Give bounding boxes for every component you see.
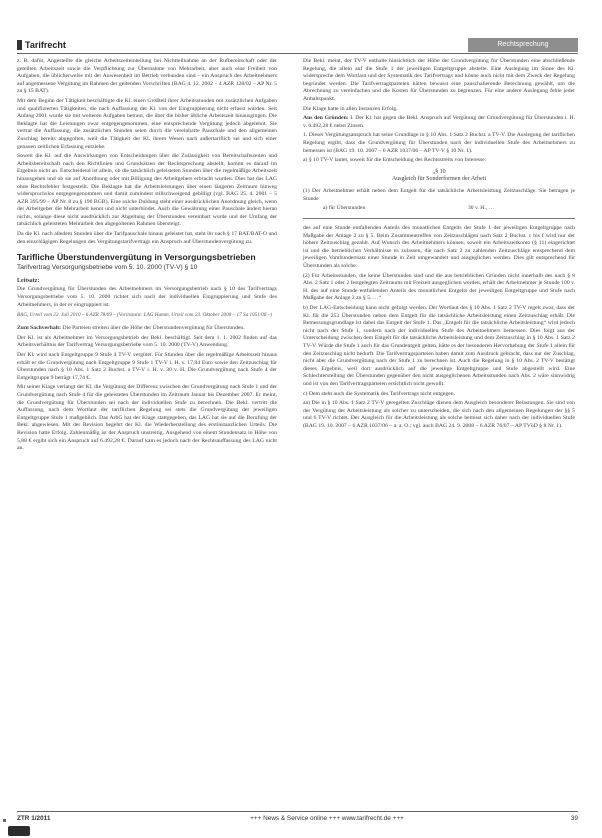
- header-section-title: Tarifrecht: [25, 40, 66, 50]
- header-category-tag: Rechtsprechung: [468, 38, 578, 52]
- journal-issue: ZTR 1/2011: [17, 815, 51, 822]
- paragraph-text: I. Der Kl. hat gegen die Bekl. Anspruch auf Vergütung der Grundvergütung für Überstunden i. H. v. 6.492,28 € nebst Zinsen.: [303, 115, 575, 129]
- gruende-heading: Aus den Gründen:: [303, 115, 349, 122]
- divider: [303, 218, 575, 219]
- page-number: 39: [570, 815, 578, 822]
- article-title: Tarifliche Überstundenvergütung in Versorgungsbetrieben: [17, 252, 256, 263]
- sachverhalt-heading: Zum Sachverhalt:: [17, 325, 62, 332]
- paragraph: des auf eine Stunde entfallenden Anteils des monatlichen Entgelts der Stufe 1 der jeweiligen Entgeltgruppe nach Maßgabe der Anlage 2 zu § 5. Beim Zusammentreffen von Zeitzuschlägen nach Satz 2 Buchst. c bis f wird nur der höhere Zeitzuschlag gezahlt. Auf Wunsch des Arbeitnehmers können, soweit ein Arbeitszeitkonto (§ 11) eingerichtet ist und die betrieblichen Verhältnisse es zulassen, die nach Satz 2 zu zahlenden Zeitzuschläge entsprechend dem jeweiligen Vomhundertsatz einer Stunde in Zeit umgewandelt und ausgeglichen werden. Dies gilt entsprechend für Überstunden als solche.: [303, 225, 575, 270]
- right-column: [303, 58, 575, 433]
- paragraph: Die Bekl. meint, der TV-V enthalte hinsichtlich der Höhe der Grundvergütung für Überstunden eine abschließende Regelung, die allein auf die Stufe 1 der jeweiligen Entgeltgruppe abstelle. Eine Auslegung im Sinne des Kl. widerspreche dem Wortlaut und der Systematik des Tarifvertrags und könne auch nicht mit dem Zweck der Regelung begründet werden. Die Tarifvertragsparteien hätten bewusst eine pauschalierende Berechnung gewählt, um die Abrechnung zu vereinfachen und die Kosten für Überstunden zu begrenzen. Für eine andere Auslegung fehle jeder Anhaltspunkt.: [303, 58, 575, 102]
- leitsatz-heading: Leitsatz:: [17, 277, 40, 284]
- leitsatz-text: Die Grundvergütung für Überstunden des Arbeitnehmers im Versorgungsbetrieb nach § 10 des Tarifvertrags Versorgungsbetriebe vom 5. 10. 2000 richtet sich nach der individuellen Eingruppierung und Stufe des Arbeitnehmers, in der er eingruppiert ist.: [17, 286, 277, 308]
- paragraph: Der Kl. ist als Arbeitnehmer im Versorgungsbetrieb der Bekl. beschäftigt. Seit dem 1. 1. 2002 finden auf das Arbeitsverhältnis der Tarifvertrag Versorgungsbetriebe vom 5. 10. 2000 (TV-V) Anwendung.: [17, 334, 277, 349]
- page-footer: [17, 815, 578, 825]
- paragraph: z. B. dafür, Angestellte die gleiche Arbeitszeiteinteilung bei Nichtteilnahme an der Rufbereitschaft oder der geteilten Arbeitszeit sowie die Verpflichtung zur Übernahme von Mehrarbeit, aber auch eine Freiheit von Aufgaben, die üblicherweise mit der Anwesenheit im Betrieb verbunden sind – ein Anspruch des Arbeitnehmers auf angemessene Vergütung im Rahmen der geltenden Vorschriften (BAG 4. 12. 2002 – 4 AZR 128/02 – AP Nr. 5 zu § 15 BAT).: [17, 58, 277, 95]
- scan-corner-tab: [8, 826, 30, 836]
- paragraph: b) Der LAG-Entscheidung kann nicht gefolgt werden. Der Wortlaut des § 10 Abs. 1 Satz 2 TV-V regelt zwar, dass der Kl. für die 253 Überstunden neben dem Entgelt für die tatsächliche Arbeitsleistung einen Zeitzuschlag erhält. Die Bemessungsgrundlage ist dabei das Entgelt der Stufe 1. Das „Entgelt für die tatsächliche Arbeitsleistung“ wird jedoch nicht nach der Stufe 1, sondern nach der individuellen Stufe des Arbeitnehmers bemessen. Dies folgt aus der Unterscheidung zwischen dem Entgelt für die tatsächliche Arbeitsleistung und dem Zeitzuschlag in § 10 Abs. 1 Satz 2 TV-V. Würde die Stufe 1 auch für das Grundentgelt gelten, hätte es der besonderen Hervorhebung der Stufe 1 allein für den Zeitzuschlag nicht bedurft. Die Tarifvertragsparteien haben damit zum Ausdruck gebracht, dass nur der Zuschlag, nicht aber die Grundvergütung nach der Stufe 1 zu berechnen ist. Auch die Regelung in § 10 Abs. 2 TV-V bestätigt dieses Ergebnis, weil dort ausdrücklich auf die jeweilige Entgeltgruppe und Stufe abgestellt wird. Eine Schlechterstellung der Überstunden gegenüber den nicht ausgeglichenen Arbeitsstunden nach Abs. 2 wäre sinnwidrig und ist von den Tarifvertragsparteien ersichtlich nicht gewollt.: [303, 305, 575, 387]
- paragraph: [303, 115, 575, 130]
- footer-link[interactable]: +++ News & Service online +++ www.tarifrecht.de +++: [250, 815, 404, 822]
- scan-mark: [3, 819, 6, 822]
- paragraph: c) Dem steht auch die Systematik des Tarifvertrags nicht entgegen.: [303, 390, 456, 397]
- article-subtitle: Tarifvertrag Versorgungsbetriebe vom 5. 10. 2000 (TV-V) § 10: [17, 264, 198, 272]
- paragraph: Da die Kl. nach alledem Stunden über die Tarifpauschale hinaus geleistet hat, steht ihr nach § 17 BAT/BAT-O und den einschlägigen Regelungen des Vergütungstarifvertrags ein Anspruch auf Überstundenvergütung zu.: [17, 231, 277, 245]
- rate-value: 30 v. H., …: [468, 205, 495, 212]
- quoted-section-title: Ausgleich für Sonderformen der Arbeit: [391, 176, 487, 183]
- paragraph: (1) Der Arbeitnehmer erhält neben dem Entgelt für die tatsächliche Arbeitsleistung Zeitzuschläge. Sie betragen je Stunde: [303, 187, 575, 202]
- paragraph: aa) Die in § 10 Abs. 1 Satz 2 TV-V geregelten Zuschläge dienen dem Ausgleich besonderer Belastungen. Sie sind von der Vergütung der Arbeitsleistung als solcher zu unterscheiden, die sich nach den allgemeinen Regelungen der §§ 5 und 6 TV-V richtet. Der Ausgleich für die Arbeitsleistung als solche bemisst sich daher nach der individuellen Stufe (BAG 19. 10. 2007 – 6 AZR 1037/06 – a. a. O.; vgl. auch BAG 24. 9. 2008 – 6 AZR 76/07 – AP TVöD § 8 Nr. 1).: [303, 400, 575, 429]
- paragraph: Soweit die Kl. auf die Auswirkungen von Entscheidungen über die Zulässigkeit von Bereitschaftszeiten und Arbeitsbereitschaft nach den Richtlinien und Grundsätzen der Rechtsprechung abstellt, kommt es darauf im Ergebnis nicht an. Entscheidend ist allein, ob die tatsächlich geleisteten Stunden über die regelmäßige Arbeitszeit hinausgehen und ob sie auf Anordnung oder mit Billigung des Arbeitgebers erbracht wurden. Dies hat das LAG ohne Rechtsfehler festgestellt. Die Beklagte hat die Arbeitsleistungen über einen längeren Zeitraum hinweg widerspruchslos entgegengenommen und damit zumindest stillschweigend gebilligt (vgl. BAG 25. 4. 2001 – 5 AZR 395/99 – AP Nr. 8 zu § 196 BGB). Eine solche Duldung steht einer ausdrücklichen Anordnung gleich, wenn der Arbeitgeber die Mehrarbeit kennt und nicht unterbindet. Auch die Gewährung einer Pauschale ändert hieran nichts, solange diese nicht ausdrücklich zur Abgeltung der Überstunden vereinbart wurde und der Umfang der tatsächlich geleisteten Mehrarbeit den abgegoltenen Rahmen übersteigt.: [17, 153, 277, 228]
- rate-row: [303, 205, 575, 214]
- paragraph: (2) Für Arbeitsstunden, die keine Überstunden sind und die aus betrieblichen Gründen nicht innerhalb des nach § 8 Abs. 2 Satz 1 oder 2 festgelegten Zeitraums mit Freizeit ausgeglichen werden, erhält der Arbeitnehmer je Stunde 100 v. H. des auf eine Stunde entfallenden Anteils des monatlichen Entgelts der jeweiligen Entgeltgruppe und Stufe nach Maßgabe der Anlage 2 zu § 5. …“: [303, 272, 575, 302]
- header-marker: [17, 40, 22, 50]
- footer-rule: [17, 811, 578, 812]
- paragraph: Mit seiner Klage verlangt der Kl. die Vergütung der Differenz zwischen der Grundvergütung nach Stufe 1 und der Grundvergütung nach Stufe 4 für die geleisteten Überstunden im Zeitraum Januar bis Dezember 2007. Er meint, die Grundvergütung für Überstunden sei nach der individuellen Stufe zu berechnen. Die Bekl. vertritt die Auffassung, nach dem Wortlaut der tariflichen Regelung sei stets die Grundvergütung der jeweiligen Entgeltgruppe Stufe 1 maßgeblich. Das ArbG hat der Klage stattgegeben, das LAG hat sie auf die Berufung der Bekl. abgewiesen. Mit der Revision begehrt der Kl. die Wiederherstellung des erstinstanzlichen Urteils. Die Revision hatte Erfolg. Zahlenmäßig ist der Anspruch unstreitig. Ausgehend von einem Stundensatz in Höhe von 5,88 € ergibt sich ein Anspruch auf 6.492,28 €. Darauf kam es jedoch nach der Rechtsauffassung des LAG nicht an.: [17, 384, 277, 452]
- page-header: [17, 38, 578, 52]
- paragraph: [17, 325, 277, 333]
- rate-label: a) für Überstunden: [323, 205, 366, 212]
- paragraph: 1. Dieser Vergütungsanspruch hat seine Grundlage in § 10 Abs. 1 Satz 2 Buchst. a TV-V. Die Auslegung der tariflichen Regelung ergibt, dass die Grundvergütung für Überstunden nach der individuellen Stufe des Arbeitnehmers zu bemessen ist (BAG 19. 10. 2007 – 6 AZR 1037/06 – AP TV-V § 10 Nr. 1).: [303, 132, 575, 154]
- paragraph: Der Kl. wird nach Entgeltgruppe 9 Stufe 4 TV-V vergütet. Für Stunden über die regelmäßige Arbeitszeit hinaus erhält er die Grundvergütung nach Entgeltgruppe 9 Stufe 1 TV-V i. H. v. 17,84 Euro sowie den Zeitzuschlag für Überstunden nach § 10 Abs. 1 Satz 2 Buchst. a TV-V i. H. v. 30 v. H. Die Grundvergütung nach Stufe 4 der Entgeltgruppe 9 beträgt 17,74 €.: [17, 352, 277, 381]
- left-column: [17, 58, 277, 455]
- paragraph-text: Die Parteien streiten über die Höhe der Überstundenvergütung für Überstunden.: [61, 325, 245, 332]
- paragraph: Mit dem Beginn der Tätigkeit beschäftigte die Kl. einen Großteil ihrer Arbeitsstunden mit zusätzlichen Aufgaben und qualifizierten Tätigkeiten, die nach Auffassung der Kl. von der Eingruppierung nicht erfasst wurden. Seit Anfang 2001 wurde sie mit weiteren Aufgaben betraut, die über die bisher übliche Arbeitszeit hinausgingen. Die Beklagte hat die Leistungen zwar entgegengenommen, eine entsprechende Vergütung jedoch abgelehnt. Sie vertrat die Auffassung, die zusätzlichen Stunden seien durch die vereinbarte Pauschale und den allgemeinen Zuschlag bereits abgegolten, weil die Tätigkeit der Kl. ihrem Wesen nach außertariflich sei und sich einer genauen zeitlichen Erfassung entziehe.: [17, 97, 277, 150]
- header-rule: [17, 53, 578, 54]
- paragraph: Die Klage hatte in allen Instanzen Erfolg.: [303, 105, 398, 112]
- case-citation: BAG, Urteil vom 22. Juli 2010 – 6 AZR 78/09 – (Vorinstanz: LAG Hamm, Urteil vom 23. Oktober 2008 – 17 Sa 1051/08 –): [17, 312, 273, 319]
- quoted-section-number: „§ 10: [432, 168, 446, 175]
- paragraph: a) § 10 TV-V lautet, soweit für die Entscheidung des Rechtsstreits von Interesse:: [303, 157, 487, 164]
